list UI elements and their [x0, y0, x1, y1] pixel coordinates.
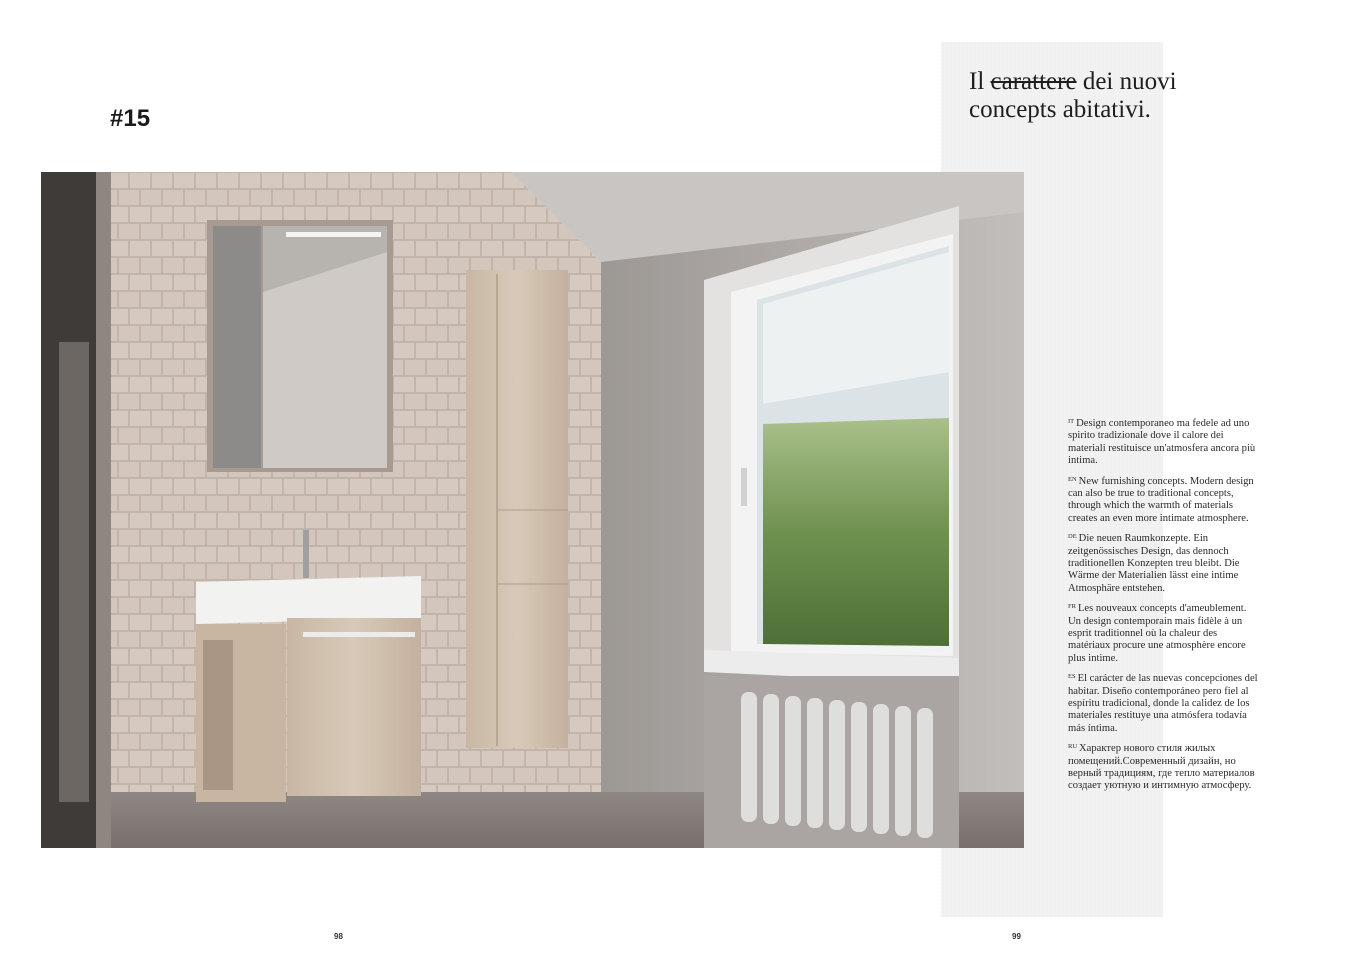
paragraph-es	[1068, 671, 1258, 734]
page-number-right: 99	[1012, 932, 1021, 941]
title-line-2: concepts abitativi.	[969, 96, 1151, 123]
paragraph-ru	[1068, 741, 1258, 792]
lang-code: IT	[1068, 418, 1075, 425]
lang-code: RU	[1068, 743, 1078, 751]
page-title	[969, 68, 1269, 124]
title-struck-word: carattere	[990, 68, 1077, 95]
paragraph-en	[1068, 474, 1258, 525]
lang-code: ES	[1068, 673, 1076, 681]
title-rest: dei nuovi	[1076, 68, 1177, 95]
lang-code: EN	[1068, 475, 1077, 483]
lang-code: DE	[1068, 533, 1077, 541]
paragraph-it	[1068, 416, 1258, 467]
lang-code: FR	[1068, 603, 1076, 611]
paragraph-text: Die neuen Raumkonzepte. Ein zeitgenössisches Design, das dennoch traditionellen Konzepten treu bleibt. Die Wärme der Materialien lässt eine intime Atmosphäre entstehen.	[1068, 533, 1240, 594]
paragraph-text: El carácter de las nuevas concepciones del habitar. Diseño contemporáneo pero fiel al espíritu tradicional, donde la calidez de los materiales restituye una atmósfera todavía más íntima.	[1068, 673, 1258, 734]
paragraph-fr	[1068, 601, 1258, 664]
section-number: #15	[110, 105, 151, 132]
paragraph-text: New furnishing concepts. Modern design can also be true to traditional concepts, through which the warmth of materials creates an even more intimate atmosphere.	[1068, 475, 1254, 524]
page-number-left: 98	[334, 932, 343, 941]
paragraph-text: Характер нового стиля жилых помещений.Современный дизайн, но верный традициям, где тепло материалов создает уютную и интимную атмосферу.	[1068, 743, 1255, 792]
paragraph-text: Les nouveaux concepts d'ameublement. Un design contemporain mais fidèle à un esprit traditionnel où la chaleur des matériaux procure une atmosphère encore plus intime.	[1068, 603, 1247, 664]
multilingual-text-column	[1068, 416, 1258, 799]
bathroom-photo	[41, 172, 1024, 848]
paragraph-de	[1068, 531, 1258, 594]
paragraph-text: Design contemporaneo ma fedele ad uno spirito tradizionale dove il calore dei materiali restituisce un'atmosfera ancora più intima.	[1068, 418, 1256, 466]
title-prefix: Il	[969, 68, 991, 95]
